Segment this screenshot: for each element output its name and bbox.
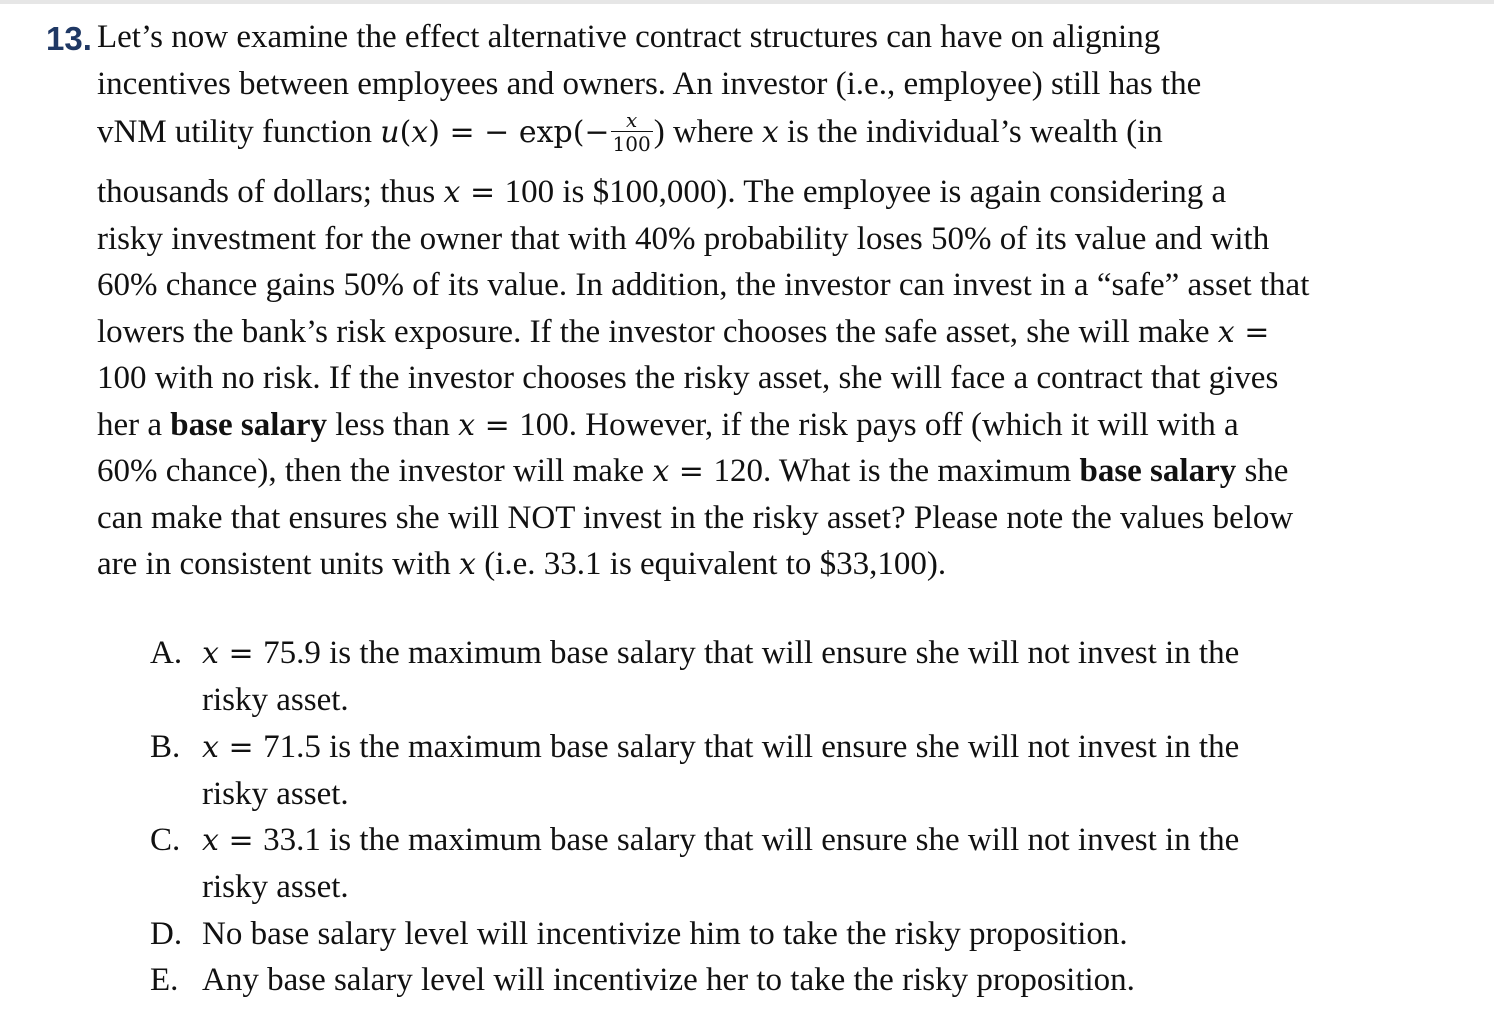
math-x: x	[443, 175, 461, 210]
stem-line-6: 60% chance gains 50% of its value. In addition, the investor can invest in a “safe” asset that	[97, 267, 1310, 303]
option-text: 71.5 is the maximum base salary that will ensure she will not invest in the	[263, 728, 1240, 765]
option-letter: B.	[150, 728, 181, 765]
stem-line-2: incentives between employees and owners. An investor (i.e., employee) still has the	[97, 65, 1202, 102]
bold-base-salary: base salary	[1079, 453, 1237, 489]
math-x: x	[458, 407, 476, 443]
stem-text: she	[1236, 453, 1289, 489]
option-letter: D.	[150, 915, 183, 952]
stem-text: ) where	[653, 114, 762, 150]
bold-base-salary: base salary	[170, 406, 328, 443]
option-letter: C.	[150, 822, 181, 859]
math-exp: = − exp(−	[439, 115, 610, 150]
math-paren: )	[428, 115, 440, 150]
stem-line-5: risky investment for the owner that with 40% probability loses 50% of its value and with	[97, 220, 1270, 257]
question-stem	[97, 14, 1357, 588]
math-eq: =	[669, 454, 714, 489]
math-eq: =	[1234, 314, 1270, 350]
math-x: x	[202, 729, 219, 765]
answer-options	[150, 630, 1350, 1003]
fraction-x-over-100	[611, 109, 653, 156]
stem-text: less than	[327, 406, 459, 443]
stem-text: (i.e. 33.1 is equivalent to $33,100).	[475, 546, 947, 582]
option-line-1	[202, 817, 1350, 864]
option-line-2: risky asset.	[202, 682, 349, 719]
option-text: Any base salary level will incentivize her to take the risky proposition.	[202, 962, 1135, 999]
math-x: x	[411, 115, 429, 150]
option-d[interactable]	[150, 911, 1350, 957]
option-letter: E.	[150, 962, 179, 999]
math-u: u	[380, 115, 400, 150]
stem-text: 100. However, if the risk pays off (which it will with a	[519, 406, 1239, 443]
option-text: 33.1 is the maximum base salary that will ensure she will not invest in the	[263, 822, 1240, 859]
option-text: 75.9 is the maximum base salary that will ensure she will not invest in the	[263, 635, 1240, 671]
top-divider	[0, 0, 1494, 4]
option-line-1	[202, 724, 1350, 771]
stem-line-11: can make that ensures she will NOT invest in the risky asset? Please note the values below	[97, 499, 1294, 536]
fraction-numerator: x	[611, 109, 653, 132]
option-text: No base salary level will incentivize him to take the risky proposition.	[202, 915, 1128, 952]
stem-text: 120. What is the maximum	[713, 453, 1080, 489]
math-paren: (	[399, 115, 412, 150]
stem-line-1: Let’s now examine the effect alternative contract structures can have on aligning	[97, 19, 1161, 55]
stem-line-9	[97, 402, 1357, 449]
stem-text: lowers the bank’s risk exposure. If the investor chooses the safe asset, she will make	[97, 313, 1218, 350]
stem-line-12	[97, 541, 1357, 588]
fraction-denominator: 100	[612, 131, 651, 156]
stem-text: thousands of dollars; thus	[97, 174, 444, 210]
math-eq: =	[218, 729, 264, 765]
stem-text: 60% chance), then the investor will make	[97, 453, 653, 489]
option-e[interactable]	[150, 957, 1350, 1003]
math-x: x	[761, 115, 779, 150]
stem-text: is the individual’s wealth (in	[778, 114, 1163, 150]
stem-text: 100 is $100,000). The employee is again considering a	[504, 174, 1227, 210]
option-c[interactable]	[150, 817, 1350, 911]
stem-text: vNM utility function	[97, 114, 381, 150]
math-eq: =	[460, 175, 505, 210]
question-number: 13.	[46, 20, 92, 57]
math-eq: =	[218, 823, 264, 859]
stem-line-8: 100 with no risk. If the investor chooses the risky asset, she will face a contract that gives	[97, 360, 1279, 396]
math-x: x	[1217, 314, 1235, 350]
option-b[interactable]	[150, 724, 1350, 818]
math-eq: =	[475, 407, 520, 443]
option-line-2: risky asset.	[202, 869, 349, 906]
option-letter: A.	[150, 635, 183, 671]
math-eq: =	[218, 636, 264, 671]
option-line-1	[202, 630, 1350, 677]
math-x: x	[202, 636, 219, 671]
stem-line-10	[97, 448, 1357, 495]
stem-line-7	[97, 309, 1357, 356]
math-x: x	[202, 823, 219, 859]
math-x: x	[652, 454, 670, 489]
option-line-2: risky asset.	[202, 775, 349, 812]
stem-line-3	[97, 107, 1357, 169]
option-a[interactable]	[150, 630, 1350, 724]
stem-line-4	[97, 169, 1357, 216]
stem-text: are in consistent units with	[97, 546, 460, 582]
stem-text: her a	[97, 406, 171, 443]
math-x: x	[459, 547, 476, 582]
